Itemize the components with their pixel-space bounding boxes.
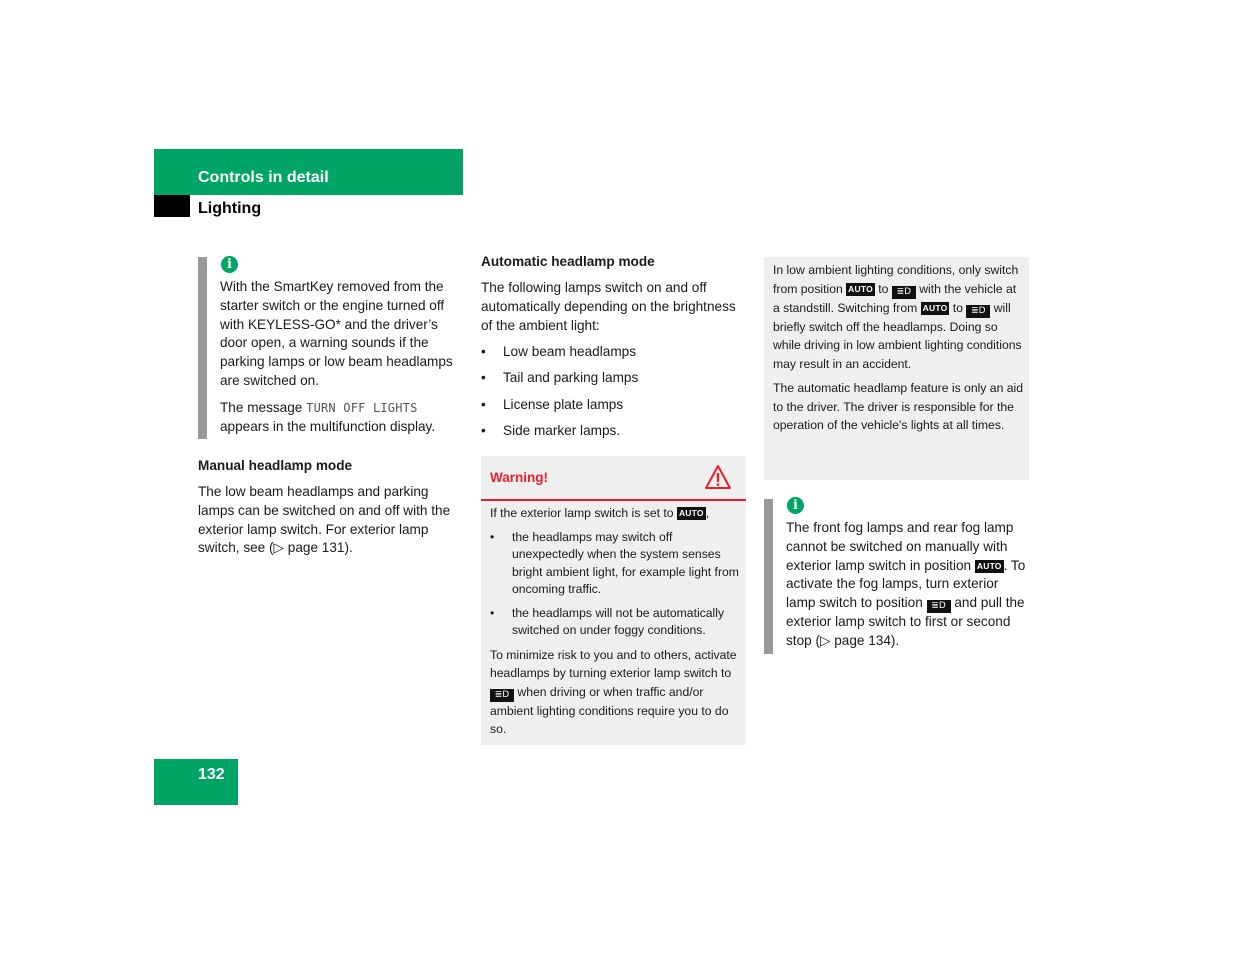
list-item: • Side marker lamps. bbox=[481, 422, 746, 441]
low-beam-icon: ≣D bbox=[966, 305, 990, 318]
info-note-2 bbox=[786, 519, 1031, 651]
caution-p1 bbox=[773, 261, 1023, 373]
section-title: Controls in detail bbox=[198, 169, 329, 186]
caution-text-d: to bbox=[952, 300, 963, 315]
list-item: • the headlamps will not be automatically switched on under foggy conditions. bbox=[490, 605, 740, 640]
auto-mode-heading: Automatic headlamp mode bbox=[481, 254, 655, 269]
auto-switch-icon: AUTO bbox=[922, 302, 948, 313]
subsection-title: Lighting bbox=[198, 200, 262, 217]
warning-closing-text-2: when driving or when traffic and/or ambient lighting conditions require you to do so. bbox=[490, 684, 729, 736]
low-beam-icon: ≣D bbox=[490, 689, 514, 702]
warning-closing bbox=[490, 646, 740, 739]
warning-bullets bbox=[490, 529, 740, 640]
info-note-bar bbox=[764, 499, 773, 654]
manual-mode-text: The low beam headlamps and parking lamps can be switched on and off with the exterior lamp switch. For exterior lamp switch, see (▷ page 131). bbox=[198, 484, 451, 556]
list-item: • Tail and parking lamps bbox=[481, 369, 746, 388]
info-note-2-text-c: and pull the exterior lamp switch to first or second stop (▷ page 134). bbox=[786, 595, 1025, 648]
warning-body bbox=[490, 504, 740, 739]
info-icon: i bbox=[787, 497, 804, 514]
caution-text-c: with the vehicle at a standstill. Switching from bbox=[773, 281, 1017, 315]
message-suffix: appears in the multifunction display. bbox=[220, 418, 436, 434]
page-number: 132 bbox=[198, 766, 225, 783]
auto-switch-icon: AUTO bbox=[848, 283, 873, 294]
caution-text-b: to bbox=[878, 281, 889, 296]
caution-text-a: In low ambient lighting conditions, only switch from position bbox=[773, 263, 1019, 296]
info-note-bar bbox=[198, 257, 207, 439]
auto-mode-intro: The following lamps switch on and off automatically depending on the brightness of the ambient light: bbox=[481, 280, 736, 333]
warning-triangle-icon bbox=[704, 464, 732, 490]
info-note-2-text bbox=[786, 519, 1031, 651]
warning-intro-text: If the exterior lamp switch is set to bbox=[490, 506, 674, 520]
display-message: TURN OFF LIGHTS bbox=[306, 400, 418, 415]
list-item: • the headlamps may switch off unexpectedly when the system senses bright ambient light, for example light from oncoming traffic. bbox=[490, 529, 740, 599]
info-note-2-text-b: . To activate the fog lamps, turn exterior lamp switch to position bbox=[786, 557, 1026, 611]
lamp-list bbox=[481, 343, 746, 441]
manual-mode-heading: Manual headlamp mode bbox=[198, 458, 353, 473]
info-note-2-text-a: The front fog lamps and rear fog lamp cannot be switched on manually with exterior lamp switch in position bbox=[786, 520, 1014, 573]
auto-switch-icon: AUTO bbox=[976, 560, 1002, 571]
caution-text-e: will briefly switch off the headlamps. Doing so while driving in low ambient lighting conditions may result in an accident. bbox=[773, 300, 1022, 371]
info-icon: i bbox=[221, 256, 238, 273]
warning-intro-end: , bbox=[705, 506, 710, 520]
warning-header bbox=[481, 456, 746, 501]
list-item: • License plate lamps bbox=[481, 396, 746, 415]
subsection-marker bbox=[154, 195, 190, 217]
warning-closing-text: To minimize risk to you and to others, activate headlamps by turning exterior lamp switch to bbox=[490, 647, 737, 680]
warning-box bbox=[481, 456, 746, 745]
info-note-1 bbox=[220, 278, 463, 436]
info-note-1-message bbox=[220, 399, 463, 437]
warning-title: Warning! bbox=[490, 470, 548, 485]
message-prefix: The message bbox=[220, 399, 303, 415]
info-note-1-text: With the SmartKey removed from the starter switch or the engine turned off with KEYLESS-GO* and the driver’s door open, a warning sounds if the parking lamps or low beam headlamps are switched on. bbox=[220, 279, 453, 388]
page-number-band bbox=[154, 759, 238, 805]
warning-intro bbox=[490, 504, 740, 523]
caution-body bbox=[773, 261, 1023, 435]
low-beam-icon: ≣D bbox=[892, 286, 916, 299]
low-beam-icon: ≣D bbox=[927, 600, 951, 613]
list-item: • Low beam headlamps bbox=[481, 343, 746, 362]
caution-p2: The automatic headlamp feature is only an aid to the driver. The driver is responsible for the operation of the vehicle's lights at all times. bbox=[773, 381, 1023, 432]
auto-switch-icon: AUTO bbox=[678, 508, 704, 518]
caution-box bbox=[764, 257, 1029, 480]
